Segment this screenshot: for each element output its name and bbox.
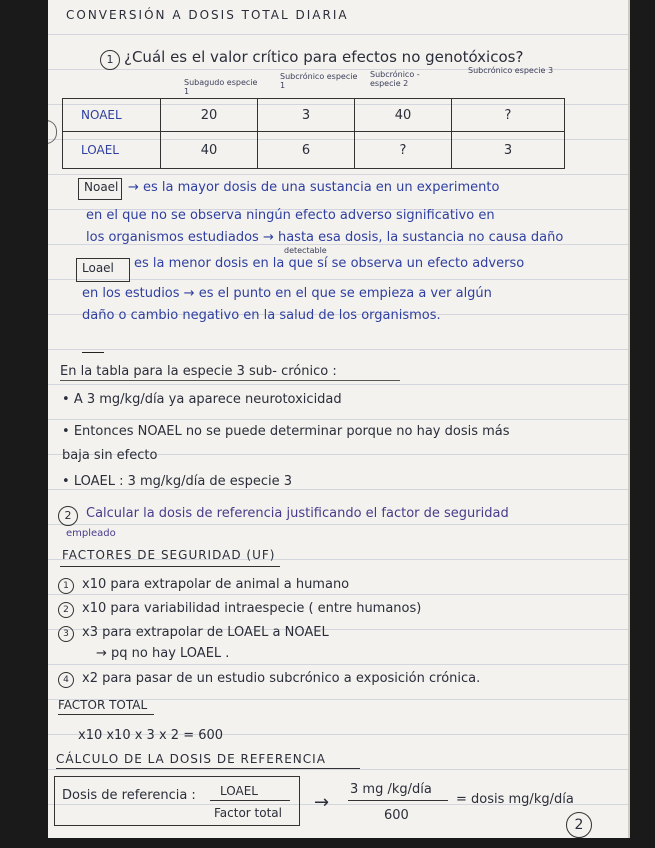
heading-underline bbox=[60, 380, 400, 381]
noael-def-line3: los organismos estudiados → hasta esa dosis, la sustancia no causa daño bbox=[86, 230, 564, 245]
loael-def-line1: es la menor dosis en la que sí se observa un efecto adverso bbox=[134, 256, 525, 271]
col-header-2: Subcrónico especie 1 bbox=[280, 72, 358, 90]
notebook-page bbox=[48, 0, 630, 838]
species3-bullet: • Entonces NOAEL no se puede determinar porque no hay dosis más bbox=[62, 424, 510, 439]
table-cell: 40 bbox=[161, 132, 258, 169]
question-number: 1 bbox=[100, 50, 120, 70]
table-cell: 20 bbox=[161, 99, 258, 132]
col-header-3: Subcrónico - especie 2 bbox=[370, 70, 420, 88]
calc-label: Dosis de referencia : bbox=[62, 788, 196, 803]
calc-result: = dosis mg/kg/día bbox=[456, 792, 574, 807]
table-row bbox=[63, 99, 565, 132]
arrow-icon: → bbox=[314, 792, 330, 813]
question-2-text: Calcular la dosis de referencia justificando el factor de seguridad bbox=[86, 506, 509, 521]
factors-heading: FACTORES DE SEGURIDAD (UF) bbox=[62, 548, 276, 562]
species3-heading: En la tabla para la especie 3 sub- crónico : bbox=[60, 364, 337, 379]
factor-number: 3 bbox=[58, 626, 74, 642]
species3-bullet: • A 3 mg/kg/día ya aparece neurotoxicidad bbox=[62, 392, 342, 407]
factor-item: x3 para extrapolar de LOAEL a NOAEL bbox=[82, 625, 329, 640]
species3-bullet: • LOAEL : 3 mg/kg/día de especie 3 bbox=[62, 474, 292, 489]
noael-term: Noael bbox=[84, 180, 119, 194]
row-label: NOAEL bbox=[63, 99, 161, 132]
heading-underline bbox=[58, 714, 154, 715]
noael-def-line2: en el que no se observa ningún efecto adverso significativo en bbox=[86, 208, 495, 223]
factor-number: 2 bbox=[58, 602, 74, 618]
table-cell: ? bbox=[355, 132, 452, 169]
table-cell: 3 bbox=[452, 132, 565, 169]
col-header-4: Subcrónico especie 3 bbox=[468, 66, 554, 75]
loael-def-line2: en los estudios → es el punto en el que se empieza a ver algún bbox=[82, 286, 492, 301]
row-label: LOAEL bbox=[63, 132, 161, 169]
question-2-text-continued: empleado bbox=[66, 528, 116, 539]
page-number: 2 bbox=[566, 812, 592, 838]
noael-def-note: detectable bbox=[284, 246, 327, 255]
question-number: 2 bbox=[58, 506, 78, 526]
factor-item: x10 para extrapolar de animal a humano bbox=[82, 577, 350, 592]
factor-item: x10 para variabilidad intraespecie ( entre humanos) bbox=[82, 601, 422, 616]
binder-hole bbox=[48, 120, 57, 144]
short-rule bbox=[82, 352, 104, 353]
factor-number: 1 bbox=[58, 578, 74, 594]
calc-numerator: LOAEL bbox=[220, 784, 258, 798]
heading-underline bbox=[60, 566, 280, 567]
fraction-bar bbox=[210, 800, 290, 801]
question-1-text: ¿Cuál es el valor crítico para efectos no genotóxicos? bbox=[124, 48, 524, 66]
page-title: CONVERSIÓN A DOSIS TOTAL DIARIA bbox=[66, 8, 349, 22]
total-heading: FACTOR TOTAL bbox=[58, 698, 148, 712]
table-cell: 40 bbox=[355, 99, 452, 132]
noael-def-line1: → es la mayor dosis de una sustancia en un experimento bbox=[128, 180, 500, 195]
factor-item: x2 para pasar de un estudio subcrónico a exposición crónica. bbox=[82, 671, 481, 686]
loael-def-line3: daño o cambio negativo en la salud de los organismos. bbox=[82, 308, 441, 323]
species3-bullet-continued: baja sin efecto bbox=[62, 448, 158, 463]
calc-numerator-2: 3 mg /kg/día bbox=[350, 782, 432, 797]
table-row bbox=[63, 132, 565, 169]
table-cell: ? bbox=[452, 99, 565, 132]
values-table bbox=[62, 98, 565, 169]
factor-number: 4 bbox=[58, 672, 74, 688]
loael-term: Loael bbox=[82, 261, 114, 275]
factor-note: → pq no hay LOAEL . bbox=[96, 646, 230, 661]
calc-denominator: Factor total bbox=[214, 806, 282, 820]
col-header-1: Subagudo especie 1 bbox=[184, 78, 258, 96]
heading-underline bbox=[56, 768, 360, 769]
table-cell: 3 bbox=[258, 99, 355, 132]
total-formula: x10 x10 x 3 x 2 = 600 bbox=[78, 728, 224, 743]
calc-heading: CÁLCULO DE LA DOSIS DE REFERENCIA bbox=[56, 752, 326, 766]
calc-denominator-2: 600 bbox=[384, 808, 409, 823]
table-cell: 6 bbox=[258, 132, 355, 169]
fraction-bar bbox=[348, 800, 448, 801]
